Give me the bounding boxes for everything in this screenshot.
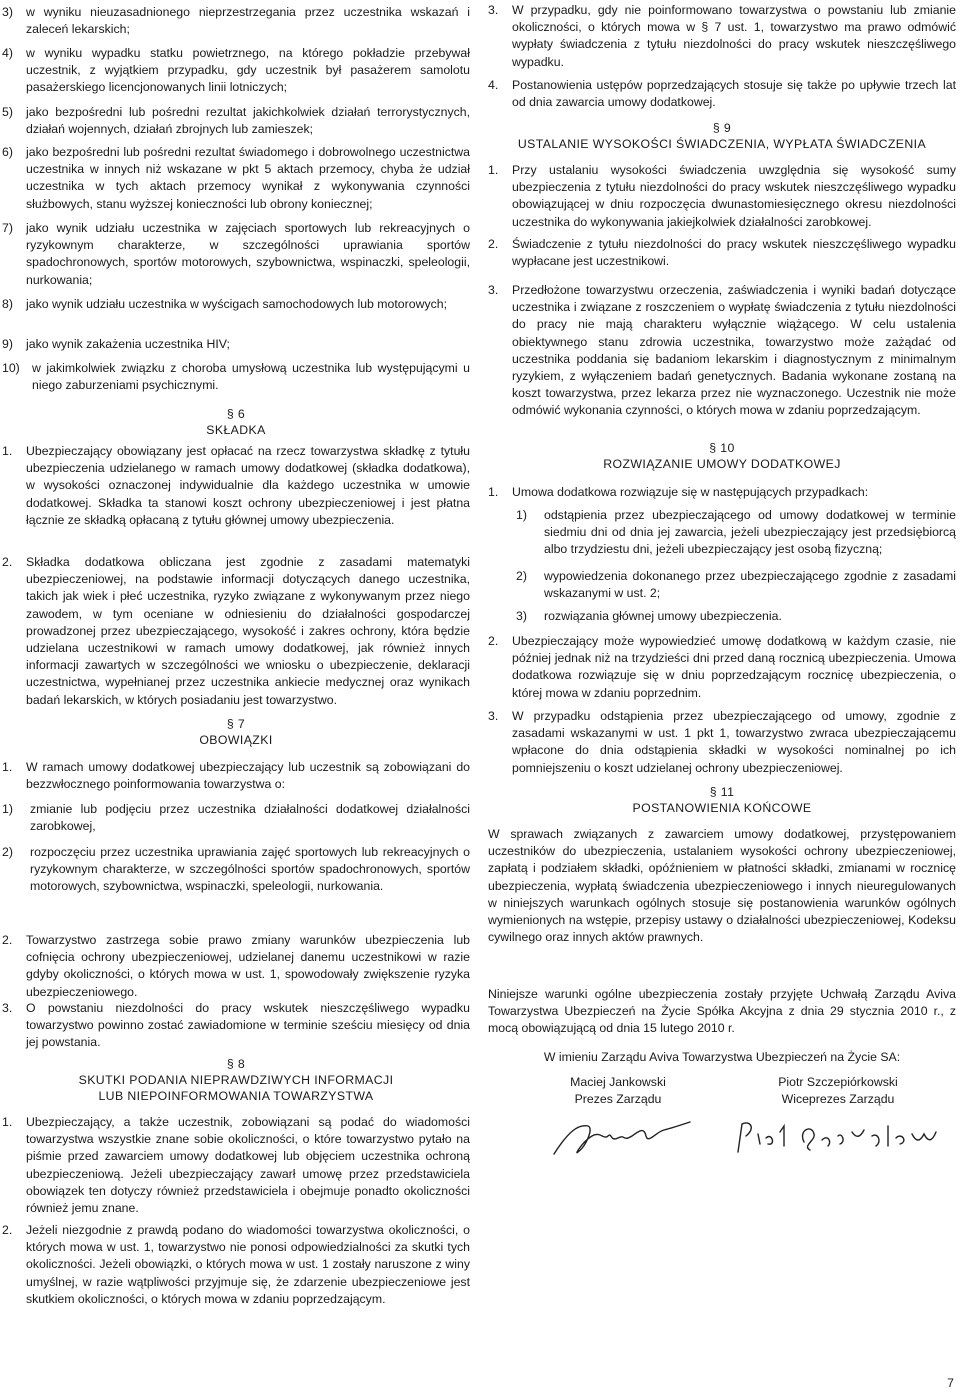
- paragraph: 1. Przy ustalaniu wysokości świadczenia uwzględnia się wysokość sumy ubezpieczenia z tytułu niezdolności do pracy wskutek nieszczęśliwego wypadku obowiązującej w dniu rozpoczęcia dwunastomiesięcznego okresu niezdolności uczestnika do wykonywania jakiejkolwiek działalności zarobkowej.: [488, 163, 956, 229]
- section-heading: § 7 OBOWIĄZKI: [199, 717, 273, 747]
- paragraph: 3. W przypadku, gdy nie poinformowano towarzystwa o powstaniu lub zmianie okoliczności, o których mowa w § 7 ust. 1, towarzystwo ma prawo odmówić wypłaty świadczenia z tytułu niezdolności do pracy wskutek nieszczęśliwego wypadku.: [488, 3, 956, 69]
- paragraph: 1. Umowa dodatkowa rozwiązuje się w następujących przypadkach:: [488, 485, 869, 499]
- section-heading: § 11 POSTANOWIENIA KOŃCOWE: [632, 785, 812, 815]
- section-heading: § 9 USTALANIE WYSOKOŚCI ŚWIADCZENIA, WYPŁATA ŚWIADCZENIA: [517, 121, 927, 151]
- paragraph: 4. Postanowienia ustępów poprzedzających stosuje się także po upływie trzech lat od dnia zawarcia umowy dodatkowej.: [488, 78, 956, 110]
- paragraph: W sprawach związanych z zawarciem umowy dodatkowej, przystępowaniem uczestników do ubezpieczenia, ustalaniem wysokości ochrony ubezpieczeniowej, zapłatą i podziałem składki, opóźnieniem w płatności składki, zmianami w rocznicę ubezpieczenia, wypłatą świadczenia ubezpieczeniowego i innych nieuregulowanych w niniejszych warunkach ogólnych stosuje się postanowienia warunków ogólnych wymienionych na wstępie, przepisy ustawy o działalności ubezpieczeniowej, Kodeksu cywilnego oraz innych aktów prawnych.: [488, 827, 956, 945]
- paragraph: 2. Świadczenie z tytułu niezdolności do pracy wskutek nieszczęśliwego wypadku wypłacane jest uczestnikowi.: [488, 237, 956, 269]
- list-item: 9) jako wynik zakażenia uczestnika HIV;: [2, 337, 230, 351]
- signature-1-image: [548, 1112, 698, 1162]
- page-number: 7: [947, 1376, 954, 1390]
- paragraph: 2. Ubezpieczający może wypowiedzieć umowę dodatkową w każdym czasie, nie później jednak niż na trzydzieści dni przed daną rocznicą ubezpieczenia. Umowa dodatkowa rozwiązuje się w dniu poprzedzającym rocznicę ubezpieczenia, o której mowa w zdaniu poprzednim.: [488, 634, 956, 700]
- paragraph: 3. W przypadku odstąpienia przez ubezpieczającego od umowy, zgodnie z zasadami wskazanymi w ust. 1 pkt 1, towarzystwo zwraca ubezpieczającemu wpłacone do dnia odstąpienia składki w wysokości nominalnej po ich pomniejszeniu o koszt udzielanej ochrony ubezpieczeniowej.: [488, 709, 956, 775]
- paragraph: 2. Towarzystwo zastrzega sobie prawo zmiany warunków ubezpieczenia lub cofnięcia ochrony ubezpieczeniowej, udzielanej danemu uczestnikowi w razie gdyby okoliczności, o których mowa w ust. 1, spowodowały zwiększenie ryzyka ubezpieczeniowego.: [2, 933, 470, 999]
- list-item: 3) rozwiązania głównej umowy ubezpieczenia.: [516, 609, 782, 623]
- list-item: 3) w wyniku nieuzasadnionego nieprzestrzegania przez uczestnika wskazań i zaleceń lekarskich;: [2, 5, 470, 37]
- list-item: 6) jako bezpośredni lub pośredni rezultat świadomego i dobrowolnego uczestnictwa uczestnika w innych niż wskazane w pkt 5 aktach przemocy, chyba że udział uczestnika w tych aktach przemocy wynikał z wykonywania czynności służbowych, stanu wyższej konieczności lub obrony koniecznej;: [2, 145, 470, 211]
- signatory-2: Piotr Szczepiórkowski Wiceprezes Zarządu: [778, 1075, 898, 1107]
- list-item: 7) jako wynik udziału uczestnika w zajęciach sportowych lub rekreacyjnych o ryzykownym charakterze, w szczególności uprawiania sportów spadochronowych, sportów motorowych, szybownictwa, wspinaczki, speleologii, nurkowania;: [2, 221, 470, 287]
- paragraph: 1. W ramach umowy dodatkowej ubezpieczający lub uczestnik są zobowiązani do bezzwłocznego poinformowania towarzystwa o:: [2, 760, 470, 792]
- signature-2-image: [732, 1112, 942, 1162]
- section-heading: § 6 SKŁADKA: [206, 407, 266, 437]
- board-line: W imieniu Zarządu Aviva Towarzystwa Ubezpieczeń na Życie SA:: [543, 1050, 901, 1064]
- list-item: 4) w wyniku wypadku statku powietrznego, na którego pokładzie przebywał uczestnik, z wyjątkiem przypadku, gdy uczestnik był pasażerem samolotu pasażerskiego licencjonowanych linii lotniczych;: [2, 46, 470, 95]
- paragraph: 2. Jeżeli niezgodnie z prawdą podano do wiadomości towarzystwa okoliczności, o których mowa w ust. 1, towarzystwo nie ponosi odpowiedzialności za skutki tych okoliczności. Jeżeli obowiązki, o których mowa w ust. 1 zostały naruszone z winy umyślnej, w razie wątpliwości przyjmuje się, że zdarzenie ubezpieczeniowe jest skutkiem okoliczności, o których mowa w zdaniu poprzedzającym.: [2, 1223, 470, 1306]
- list-item: 1) zmianie lub podjęciu przez uczestnika działalności dodatkowej działalności zarobkowej,: [2, 802, 470, 834]
- signatory-1: Maciej Jankowski Prezes Zarządu: [570, 1075, 666, 1107]
- section-heading: § 8 SKUTKI PODANIA NIEPRAWDZIWYCH INFORMACJI LUB NIEPOINFORMOWANIA TOWARZYSTWA: [78, 1057, 394, 1103]
- section-heading: § 10 ROZWIĄZANIE UMOWY DODATKOWEJ: [603, 441, 841, 471]
- list-item: 2) rozpoczęciu przez uczestnika uprawiania zajęć sportowych lub rekreacyjnych o ryzykownym charakterze, w szczególności sportów spadochronowych, sportów motorowych, szybownictwa, wspinaczki, speleologii, nurkowania.: [2, 845, 470, 894]
- list-item: 1) odstąpienia przez ubezpieczającego od umowy dodatkowej w terminie siedmiu dni od dnia jej zawarcia, jeżeli ubezpieczający jest przedsiębiorcą albo trzydziestu dni, jeżeli ubezpieczający jest osobą fizyczną;: [516, 508, 956, 557]
- paragraph: Niniejsze warunki ogólne ubezpieczenia zostały przyjęte Uchwałą Zarządu Aviva Towarzystwa Ubezpieczeń na Życie Spółka Akcyjna z dnia 29 stycznia 2010 r., z mocą obowiązującą od dnia 15 lutego 2010 r.: [488, 987, 956, 1036]
- list-item: 5) jako bezpośredni lub pośredni rezultat jakichkolwiek działań terrorystycznych, działań wojennych, działań zbrojnych lub zamieszek;: [2, 105, 470, 137]
- paragraph: 3. O powstaniu niezdolności do pracy wskutek nieszczęśliwego wypadku towarzystwo powinno zostać zawiadomione w terminie sześciu miesięcy od dnia jej powstania.: [2, 1001, 470, 1050]
- list-item: 2) wypowiedzenia dokonanego przez ubezpieczającego zgodnie z zasadami wskazanymi w ust. 2;: [516, 569, 956, 601]
- paragraph: 3. Przedłożone towarzystwu orzeczenia, zaświadczenia i wyniki badań dotyczące uczestnika i związane z roszczeniem o wypłatę świadczenia z tytułu niezdolności do pracy nie mają charakteru wyłącznie wiążącego. W celu ustalenia obiektywnego stanu zdrowia uczestnika, towarzystwo może zażądać od uczestnika poddania się badaniom lekarskim i diagnostycznym z minimalnym ryzykiem, z wyłączeniem badań genetycznych. Badania wykonane zostaną na koszt towarzystwa, przez lekarza przez nie wyznaczonego. Uczestnik nie może odmówić wykonania czynności, o których mowa w zdaniu poprzedzającym.: [488, 283, 956, 418]
- paragraph: 2. Składka dodatkowa obliczana jest zgodnie z zasadami matematyki ubezpieczeniowej, na podstawie informacji dotyczących danego uczestnika, takich jak wiek i płeć uczestnika, ryzyko związane z wykonywanym przez niego zawodem, w tym oceniane w odniesieniu do działalności gospodarczej prowadzonej przez ubezpieczającego, wysokość i zakres ochrony, która będzie udzielana uczestnikowi w ramach umowy dodatkowej, jak również innych informacji zawartych w szczególności we wniosku o ubezpieczenie, deklaracji uczestnictwa, wypełnianej przez uczestnika ankiecie medycznej oraz wynikach badań lekarskich, w których posiadaniu jest towarzystwo.: [2, 555, 470, 707]
- paragraph: 1. Ubezpieczający, a także uczestnik, zobowiązani są podać do wiadomości towarzystwa wszystkie znane sobie okoliczności, o które towarzystwo pytało na piśmie przed zawarciem umowy dodatkowej lub objęciem uczestnika ochroną ubezpieczeniową. Jeżeli ubezpieczający zawarł umowę przez przedstawiciela obowiązek ten dotyczy również przedstawiciela i obejmuje ponadto okoliczności również jemu znane.: [2, 1115, 470, 1216]
- list-item: 8) jako wynik udziału uczestnika w wyścigach samochodowych lub motorowych;: [2, 297, 448, 311]
- paragraph: 1. Ubezpieczający obowiązany jest opłacać na rzecz towarzystwa składkę z tytułu ubezpieczenia udzielanego w ramach umowy dodatkowej (składka dodatkowa), w wysokości oznaczonej indywidualnie dla każdego uczestnika w umowie dodatkowej. Składka ta stanowi koszt ochrony ubezpieczeniowej i jest płatna łącznie ze składką opłacaną z tytułu głównej umowy ubezpieczenia.: [2, 444, 470, 527]
- list-item: 10) w jakimkolwiek związku z choroba umysłową uczestnika lub występującymi u niego zaburzeniami psychicznymi.: [2, 361, 470, 393]
